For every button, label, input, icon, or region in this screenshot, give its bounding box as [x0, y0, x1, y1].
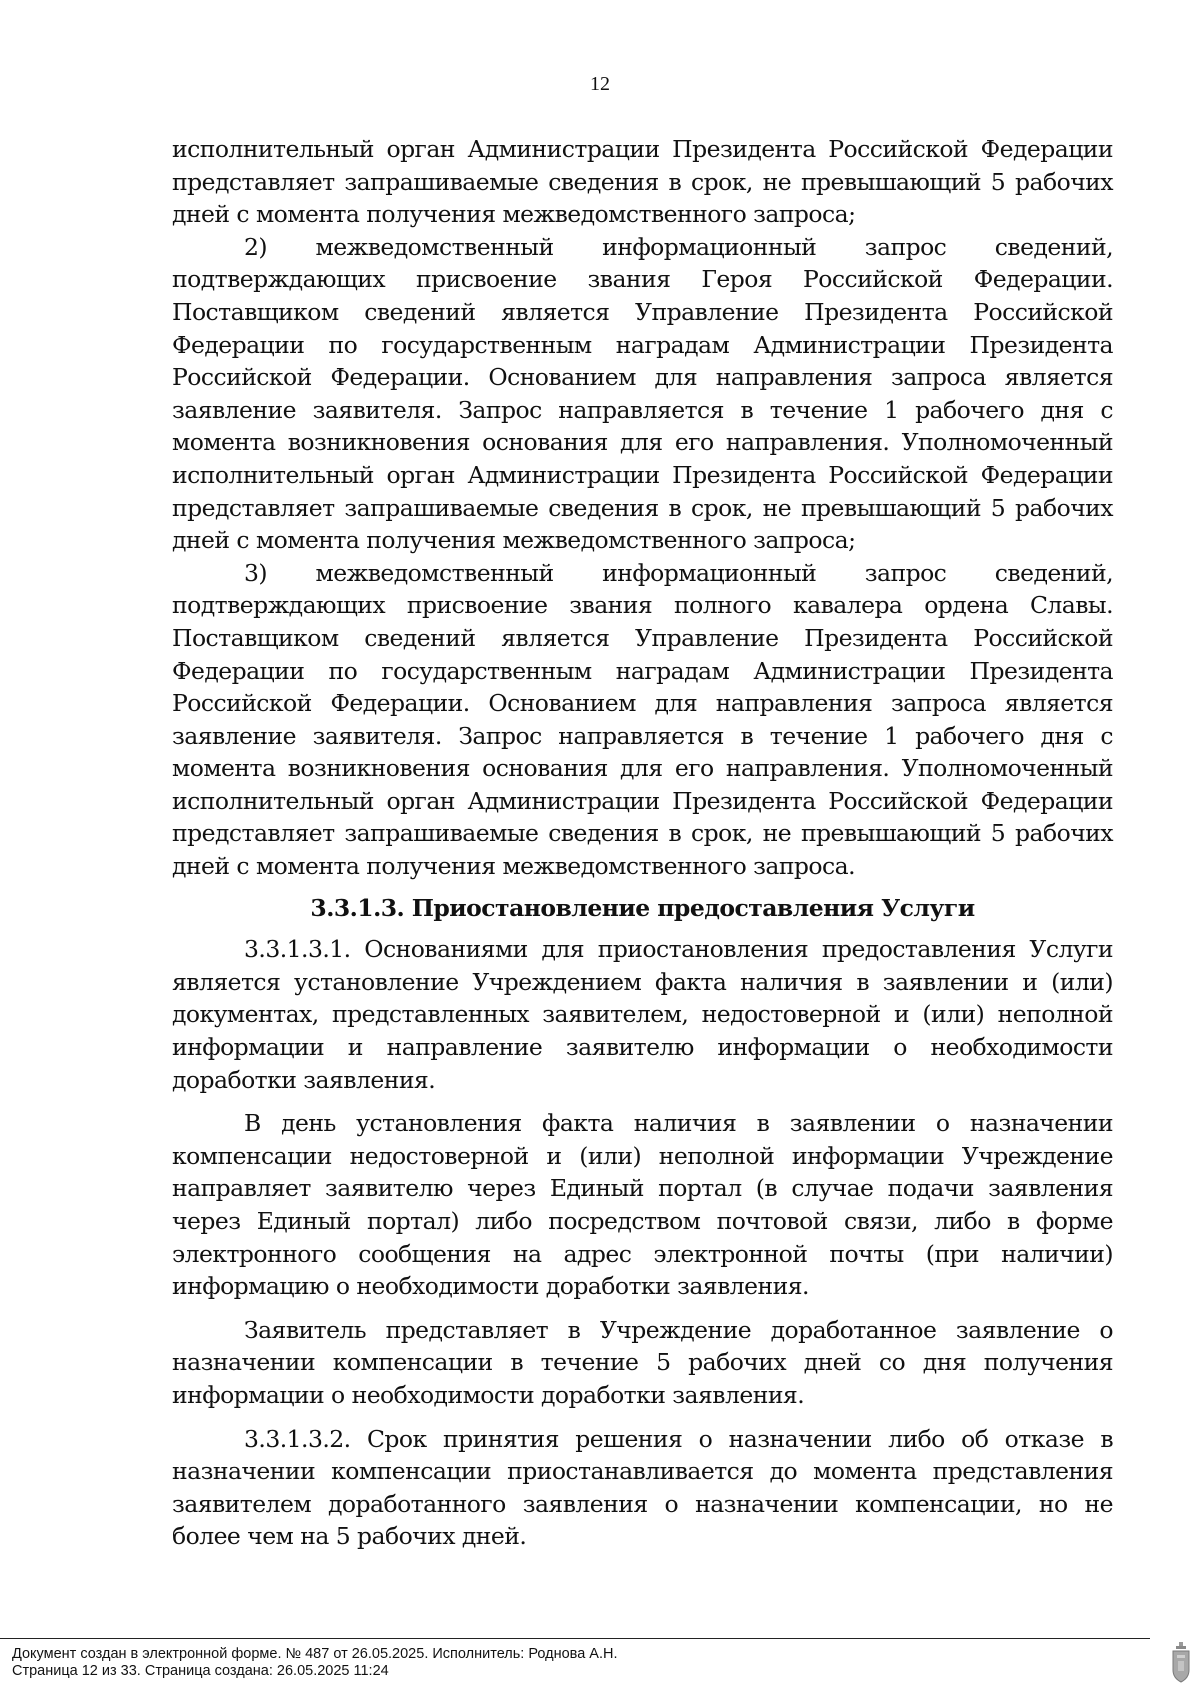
coat-of-arms-icon: [1170, 1640, 1192, 1684]
footer: [12, 1646, 618, 1680]
paragraph-3-3-1-3-1: 3.3.1.3.1. Основаниями для приостановления предоставления Услуги является установление Учреждением факта наличия в заявлении и (или) документах, представленных заявителем, недостоверной и (или) неполной информации и направление заявителю информации о необходимости доработки заявления.: [172, 935, 1113, 1094]
footer-divider: [0, 1638, 1150, 1639]
paragraph-notification: В день установления факта наличия в заявлении о назначении компенсации недостоверной и (или) неполной информации Учреждение направляет заявителю через Единый портал (в случае подачи заявления через Единый портал) либо посредством почтовой связи, либо в форме электронного сообщения на адрес электронной почты (при наличии) информацию о необходимости доработки заявления.: [172, 1109, 1113, 1301]
paragraph-item-3: 3) межведомственный информационный запрос сведений, подтверждающих присвоение звания полного кавалера ордена Славы. Поставщиком сведений является Управление Президента Российской Федерации по государственным наградам Администрации Президента Российской Федерации. Основанием для направления запроса является заявление заявителя. Запрос направляется в течение 1 рабочего дня с момента возникновения основания для его направления. Уполномоченный исполнительный орган Администрации Президента Российской Федерации представляет запрашиваемые сведения в срок, не превышающий 5 рабочих дней с момента получения межведомственного запроса.: [172, 558, 1113, 881]
paragraph-3-3-1-3-2: 3.3.1.3.2. Срок принятия решения о назначении либо об отказе в назначении компенсации приостанавливается до момента представления заявителем доработанного заявления о назначении компенсации, но не более чем на 5 рабочих дней.: [172, 1424, 1113, 1551]
footer-line-2: Страница 12 из 33. Страница создана: 26.05.2025 11:24: [12, 1663, 389, 1679]
document-body: [172, 133, 1113, 1553]
footer-line-1: Документ создан в электронной форме. № 487 от 26.05.2025. Исполнитель: Роднова А.Н.: [12, 1646, 618, 1662]
section-heading: 3.3.1.3. Приостановление предоставления Услуги: [310, 893, 975, 922]
paragraph-item-2: 2) межведомственный информационный запрос сведений, подтверждающих присвоение звания Героя Российской Федерации. Поставщиком сведений является Управление Президента Российской Федерации по государственным наградам Администрации Президента Российской Федерации. Основанием для направления запроса является заявление заявителя. Запрос направляется в течение 1 рабочего дня с момента возникновения основания для его направления. Уполномоченный исполнительный орган Администрации Президента Российской Федерации представляет запрашиваемые сведения в срок, не превышающий 5 рабочих дней с момента получения межведомственного запроса;: [172, 232, 1113, 555]
page-number: 12: [590, 73, 610, 95]
paragraph-continuation: исполнительный орган Администрации Президента Российской Федерации представляет запрашиваемые сведения в срок, не превышающий 5 рабочих дней с момента получения межведомственного запроса;: [172, 135, 1113, 229]
paragraph-resubmission: Заявитель представляет в Учреждение доработанное заявление о назначении компенсации в течение 5 рабочих дней со дня получения информации о необходимости доработки заявления.: [172, 1315, 1113, 1409]
